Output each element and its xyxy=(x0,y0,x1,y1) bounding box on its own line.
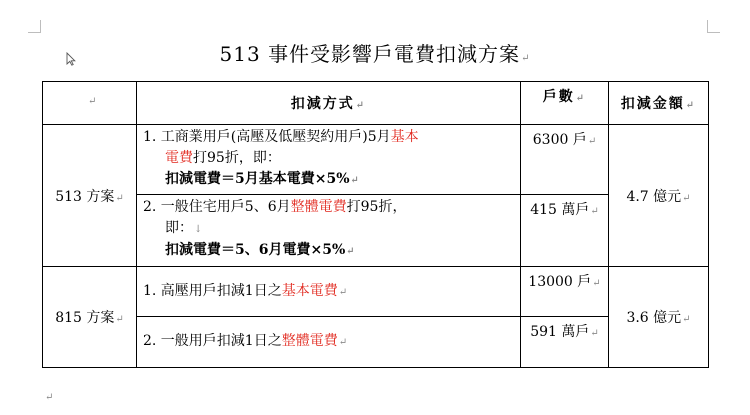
header-method: 扣減方式↵ xyxy=(137,82,521,125)
header-amount: 扣減金額↵ xyxy=(609,82,709,125)
method-513-item-2: 2. 一般住宅用戶5、6月整體電費打95折， 即：↓ 扣減電費＝5、6月電費×5%↵ xyxy=(137,195,521,267)
paragraph-mark: ↵ xyxy=(521,53,531,64)
trailing-paragraph-mark: ↵ xyxy=(45,392,54,403)
header-empty-cell: ↵ xyxy=(43,82,137,125)
method-815-item-1: 1. 高壓用戶扣減1日之基本電費↵ xyxy=(137,267,521,317)
title-text: 513 事件受影響戶電費扣減方案 xyxy=(219,42,521,66)
discount-table xyxy=(42,81,709,368)
amount-815: 3.6 億元↵ xyxy=(609,267,709,368)
amount-513: 4.7 億元↵ xyxy=(609,125,709,267)
header-users: 戶數↵ xyxy=(521,82,609,125)
method-513-item-1: 1. 工商業用戶(高壓及低壓契約用戶)5月基本 電費打95折，即： 扣減電費＝5月基本電費×5%↵ xyxy=(137,125,521,195)
users-815-item-1: 13000 戶↵ xyxy=(521,267,609,317)
table-row xyxy=(43,267,709,317)
crop-mark-top-right xyxy=(707,20,720,33)
method-815-item-2: 2. 一般用戶扣減1日之整體電費↵ xyxy=(137,317,521,368)
table-row xyxy=(43,125,709,195)
plan-name-513: 513 方案↵ xyxy=(43,125,137,267)
users-513-item-2: 415 萬戶↵ xyxy=(521,195,609,267)
plan-name-815: 815 方案↵ xyxy=(43,267,137,368)
document-title xyxy=(0,38,750,67)
crop-mark-top-left xyxy=(28,20,41,33)
users-513-item-1: 6300 戶↵ xyxy=(521,125,609,195)
header-row xyxy=(43,82,709,125)
users-815-item-2: 591 萬戶↵ xyxy=(521,317,609,368)
